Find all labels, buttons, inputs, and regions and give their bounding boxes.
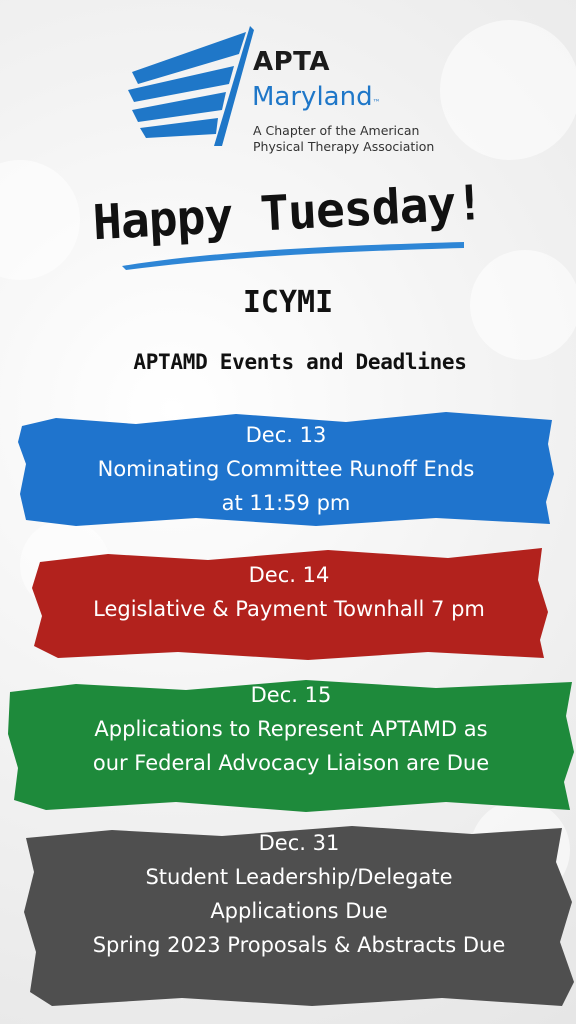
event-date: Dec. 13 <box>245 423 327 447</box>
event-line: Spring 2023 Proposals & Abstracts Due <box>92 933 506 957</box>
trademark-symbol: ™ <box>372 98 381 107</box>
logo-apta-text: APTA <box>253 47 331 77</box>
event-date: Dec. 31 <box>258 831 340 855</box>
event-banner-dec-14 <box>28 536 550 664</box>
event-line: Nominating Committee Runoff Ends <box>97 457 475 481</box>
logo-tagline-line1: A Chapter of the American <box>253 123 420 138</box>
logo-tagline <box>253 123 434 155</box>
event-text <box>22 826 576 962</box>
event-text <box>6 678 576 780</box>
event-banner-dec-31 <box>22 822 576 1010</box>
logo-maryland-text: Maryland™ <box>252 82 381 112</box>
event-date: Dec. 15 <box>250 683 332 707</box>
brush-underline <box>118 236 468 272</box>
event-line: Applications Due <box>210 899 388 923</box>
event-banner-dec-13 <box>16 404 556 532</box>
bokeh-light <box>440 20 576 160</box>
subheading: APTAMD Events and Deadlines <box>133 350 467 374</box>
icymi-heading: ICYMI <box>242 285 334 320</box>
event-line: at 11:59 pm <box>221 491 351 515</box>
event-line: Legislative & Payment Townhall 7 pm <box>93 597 485 621</box>
apta-logo-icon <box>118 26 254 150</box>
event-line: Student Leadership/Delegate <box>145 865 453 889</box>
headline: Happy Tuesday! <box>91 174 485 252</box>
event-banner-dec-15 <box>6 672 576 816</box>
event-text <box>28 558 550 626</box>
event-line: Applications to Represent APTAMD as <box>94 717 488 741</box>
event-text <box>16 418 556 520</box>
event-line: our Federal Advocacy Liaison are Due <box>92 751 490 775</box>
event-date: Dec. 14 <box>248 563 330 587</box>
logo-tagline-line2: Physical Therapy Association <box>253 139 435 154</box>
